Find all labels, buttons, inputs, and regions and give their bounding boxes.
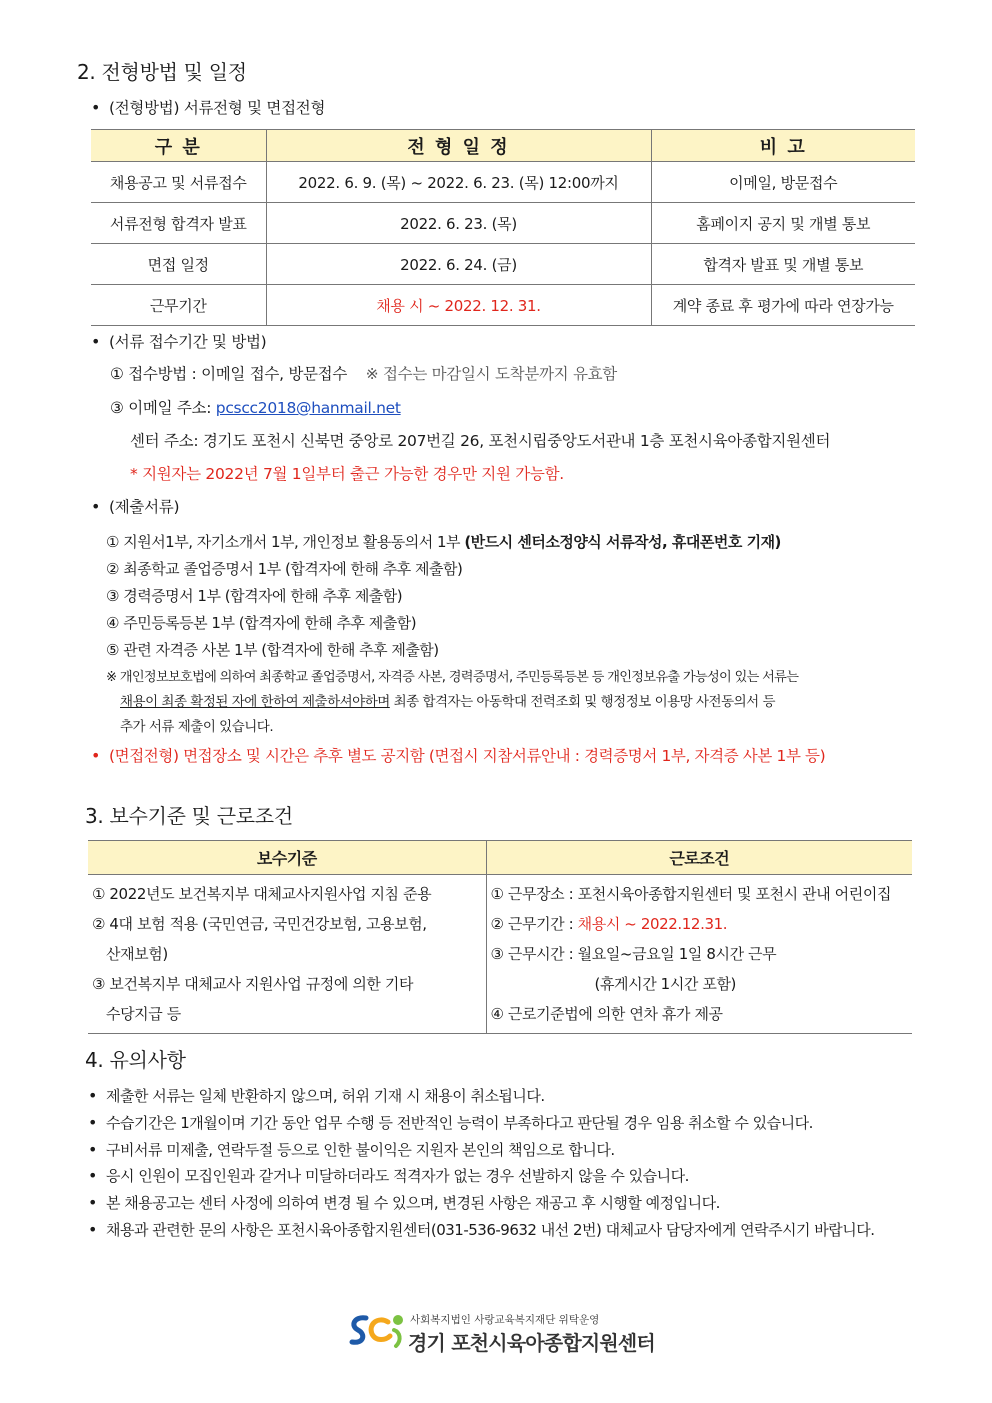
table-cell: 합격자 발표 및 개별 통보 xyxy=(651,244,915,285)
privacy-note: ※ 개인정보보호법에 의하여 최종학교 졸업증명서, 자격증 사본, 경력증명서, 주민등록등본 등 개인정보유출 가능성이 있는 서류는 xyxy=(106,670,799,685)
table-cell: 채용공고 및 서류접수 xyxy=(91,162,266,203)
work-hours: ③ 근무시간 : 월요일~금요일 1일 8시간 근무 xyxy=(490,945,777,963)
work-conditions-cell xyxy=(486,875,912,1034)
document-item: ⑤ 관련 자격증 사본 1부 (합격자에 한해 추후 제출함) xyxy=(106,641,439,659)
caution-item: • 채용과 관련한 문의 사항은 포천시육아종합지원센터(031-536-9632 내선 2번) 대체교사 담당자에게 연락주시기 바랍니다. xyxy=(88,1219,875,1240)
center-logo-icon xyxy=(346,1308,408,1352)
caution-item: • 본 채용공고는 센터 사정에 의하여 변경 될 수 있으며, 변경된 사항은 재공고 후 시행할 예정입니다. xyxy=(88,1192,720,1213)
availability-notice: * 지원자는 2022년 7월 1일부터 출근 가능한 경우만 지원 가능함. xyxy=(130,465,564,483)
pay-item: ② 4대 보험 적용 (국민연금, 국민건강보험, 고용보험, xyxy=(92,915,427,933)
section3-title: 3. 보수기준 및 근로조건 xyxy=(85,804,293,828)
email-link[interactable]: pcscc2018@hanmail.net xyxy=(215,399,401,417)
table-cell: 근무기간 xyxy=(91,285,266,326)
table-row xyxy=(91,203,915,244)
work-period xyxy=(491,909,909,939)
table-cell: 2022. 6. 24. (금) xyxy=(266,244,651,285)
pay-header-row xyxy=(88,841,912,875)
email-label: ③ 이메일 주소: xyxy=(110,399,212,417)
document-item xyxy=(106,531,781,552)
table-row xyxy=(88,875,912,1034)
pay-item: ③ 보건복지부 대체교사 지원사업 규정에 의한 기타 xyxy=(92,975,414,993)
section2-title: 2. 전형방법 및 일정 xyxy=(77,60,247,84)
submission-method-label: ① 접수방법 : 이메일 접수, 방문접수 xyxy=(110,365,348,383)
schedule-header-note: 비 고 xyxy=(651,130,915,162)
document-item: ③ 경력증명서 1부 (합격자에 한해 추후 제출함) xyxy=(106,587,403,605)
caution-item: • 수습기간은 1개월이며 기간 동안 업무 수행 등 전반적인 능력이 부족하다고 판단될 경우 임용 취소할 수 있습니다. xyxy=(88,1112,813,1133)
pay-item: 산재보험) xyxy=(106,945,168,963)
work-break: (휴게시간 1시간 포함) xyxy=(594,975,737,993)
document-item: ② 최종학교 졸업증명서 1부 (합격자에 한해 추후 제출함) xyxy=(106,560,463,578)
document-item: ④ 주민등록등본 1부 (합격자에 한해 추후 제출함) xyxy=(106,614,417,632)
pay-item: 수당지급 등 xyxy=(106,1005,181,1023)
submission-method-note: ※ 접수는 마감일시 도착분까지 유효함 xyxy=(365,365,617,383)
method-line: • (전형방법) 서류전형 및 면접전형 xyxy=(91,96,325,118)
caution-item: • 구비서류 미제출, 연락두절 등으로 인한 불이익은 지원자 본인의 책임으로 합니다. xyxy=(88,1139,615,1160)
table-row xyxy=(91,285,915,326)
table-cell: 면접 일정 xyxy=(91,244,266,285)
privacy-note-line2 xyxy=(120,690,775,710)
table-cell: 홈페이지 공지 및 개별 통보 xyxy=(651,203,915,244)
caution-item: • 응시 인원이 모집인원과 같거나 미달하더라도 적격자가 없는 경우 선발하지 않을 수 있습니다. xyxy=(88,1165,689,1186)
documents-heading: • (제출서류) xyxy=(91,495,179,517)
center-logo xyxy=(346,1308,666,1358)
table-cell: 2022. 6. 9. (목) ~ 2022. 6. 23. (목) 12:00까지 xyxy=(266,162,651,203)
table-row xyxy=(91,244,915,285)
document-item-emphasis: (반드시 센터소정양식 서류작성, 휴대폰번호 기재) xyxy=(464,533,781,551)
work-period-value: 채용시 ~ 2022.12.31. xyxy=(577,915,728,933)
interview-notice: • (면접전형) 면접장소 및 시간은 추후 별도 공지함 (면접시 지참서류안내 : 경력증명서 1부, 자격증 사본 1부 등) xyxy=(91,744,825,766)
document-item-text: ① 지원서1부, 자기소개서 1부, 개인정보 활용동의서 1부 xyxy=(106,533,461,551)
work-leave: ④ 근로기준법에 의한 연차 휴가 제공 xyxy=(490,1005,723,1023)
pay-standard-cell xyxy=(88,875,486,1034)
email-line xyxy=(110,396,401,418)
pay-header-standard: 보수기준 xyxy=(88,841,486,875)
schedule-header-row xyxy=(91,130,915,162)
table-row xyxy=(91,162,915,203)
submission-heading: • (서류 접수기간 및 방법) xyxy=(91,330,266,352)
table-cell-highlight: 채용 시 ~ 2022. 12. 31. xyxy=(266,285,651,326)
work-period-label: ② 근무기간 : xyxy=(490,915,578,933)
schedule-header-schedule: 전 형 일 정 xyxy=(266,130,651,162)
center-address: 센터 주소: 경기도 포천시 신북면 중앙로 207번길 26, 포천시립중앙도서관내 1층 포천시육아종합지원센터 xyxy=(130,432,831,450)
section4-title: 4. 유의사항 xyxy=(85,1048,186,1072)
logo-org-subtitle: 사회복지법인 사랑교육복지재단 위탁운영 xyxy=(410,1314,600,1326)
table-cell: 2022. 6. 23. (목) xyxy=(266,203,651,244)
privacy-note-rest: 최종 합격자는 아동학대 전력조회 및 행정정보 이용망 사전동의서 등 xyxy=(389,694,776,710)
logo-org-name: 경기 포천시육아종합지원센터 xyxy=(408,1331,655,1355)
table-cell: 이메일, 방문접수 xyxy=(651,162,915,203)
submission-method xyxy=(110,362,617,384)
caution-item: • 제출한 서류는 일체 반환하지 않으며, 허위 기재 시 채용이 취소됩니다. xyxy=(88,1085,545,1106)
schedule-header-category: 구 분 xyxy=(91,130,266,162)
privacy-note-underlined: 채용이 최종 확정된 자에 한하여 제출하셔야하며 xyxy=(120,694,390,710)
table-cell: 계약 종료 후 평가에 따라 연장가능 xyxy=(651,285,915,326)
pay-header-conditions: 근로조건 xyxy=(486,841,912,875)
pay-item: ① 2022년도 보건복지부 대체교사지원사업 지침 준용 xyxy=(92,885,432,903)
table-cell: 서류전형 합격자 발표 xyxy=(91,203,266,244)
schedule-table xyxy=(91,129,915,326)
work-place: ① 근무장소 : 포천시육아종합지원센터 및 포천시 관내 어린이집 xyxy=(490,885,892,903)
pay-conditions-table xyxy=(88,840,912,1034)
privacy-note-line3: 추가 서류 제출이 있습니다. xyxy=(120,719,274,735)
